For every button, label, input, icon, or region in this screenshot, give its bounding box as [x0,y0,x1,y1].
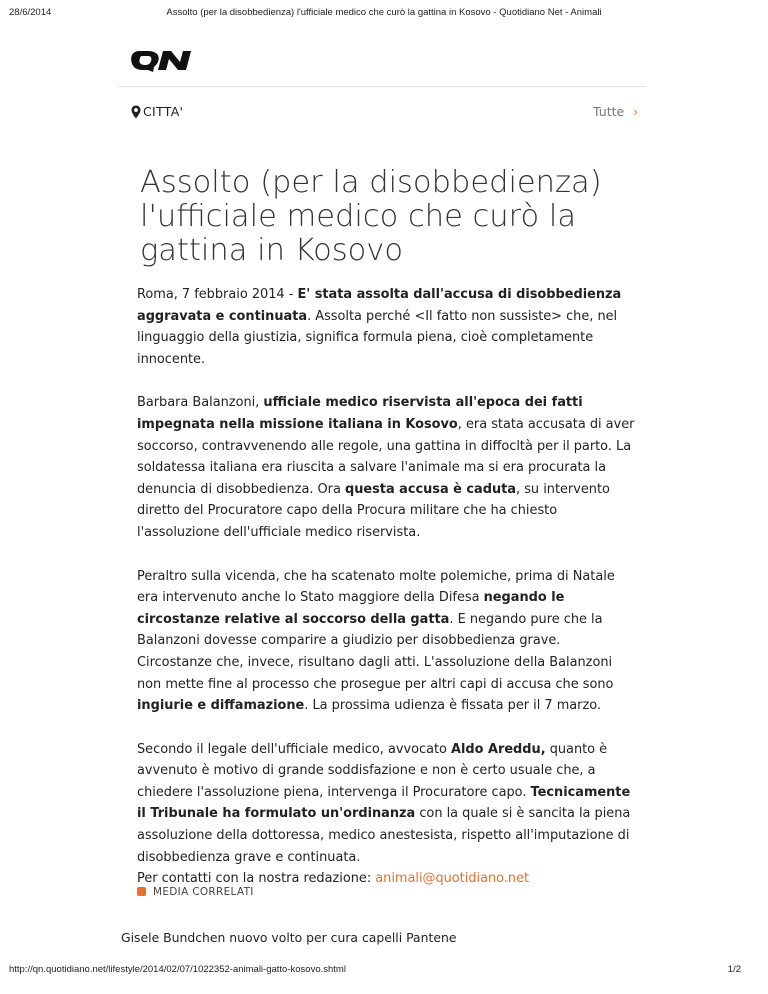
city-all-link[interactable] [593,104,638,119]
square-icon [137,887,146,896]
city-label: CITTA' [143,104,184,119]
bold-text: Tecnicamente il Tribunale ha formulato un'ordinanza [137,784,631,822]
article-body [137,284,637,912]
body-text: . Assolta perché <Il fatto non sussiste> che, nel linguaggio della giustizia, significa formula piena, cioè completamente innocente. [137,308,618,367]
print-page-title: Assolto (per la disobbedienza) l'ufficiale medico che curò la gattina in Kosovo - Quotidiano Net - Animali [166,7,602,18]
body-text: , su intervento diretto del Procuratore capo della Procura militare che ha chiesto l'assoluzione dell'ufficiale medico riservista. [137,481,610,540]
city-all-label: Tutte [593,104,625,119]
body-text: Secondo il legale dell'ufficiale medico, avvocato [137,741,452,757]
body-text: quanto è avvenuto è motivo di grande soddisfazione e non è certo usuale che, a chiedere l'assoluzione piena, intervenga il Procuratore capo. [137,741,608,800]
bold-text: E' stata assolta dall'accusa di disobbedienza aggravata e continuata [137,287,622,324]
body-text: Barbara Balanzoni, [137,395,264,411]
bold-text: Aldo Areddu, [451,741,546,757]
qn-logo[interactable] [131,48,197,72]
bold-text: negando le circostanze relative al soccorso della gatta [137,590,565,627]
related-media-link[interactable]: Gisele Bundchen nuovo volto per cura capelli Pantene [121,930,457,945]
print-page-number: 1/2 [727,964,741,975]
print-date: 28/6/2014 [9,7,52,18]
article-headline: Assolto (per la disobbedienza) l'ufficiale medico che curò la gattina in Kosovo [140,165,602,268]
article-paragraph [137,284,637,370]
body-text: . E negando pure che la Balanzoni dovesse comparire a giudizio per disobbedienza grave. Circostanze che, invece, risultano dagli atti. L'assoluzione della Balanzoni non mette fine al processo che prosegue per altri capi di accusa che sono [137,611,614,692]
related-media-heading [137,886,254,898]
body-text: con la quale si è sancita la piena assoluzione della dottoressa, medico anestesista, rispetto all'imputazione di disobbedienza grave e continuata. [137,806,631,865]
bold-text: ufficiale medico riservista all'epoca dei fatti impegnata nella missione italiana in Kosovo [137,395,583,432]
contact-email-link[interactable]: animali@quotidiano.net [375,871,530,887]
chevron-right-icon: › [633,105,638,119]
article-paragraph [137,566,637,717]
pin-icon [131,105,141,119]
body-text: . La prossima udienza è fissata per il 7 marzo. [304,698,601,714]
city-bar [131,104,638,124]
dateline-text: Roma, 7 febbraio 2014 - [137,287,298,302]
bold-text: questa accusa è caduta [344,481,517,497]
bold-text: ingiurie e diffamazione [137,698,305,714]
header-divider [118,86,646,87]
print-url: http://qn.quotidiano.net/lifestyle/2014/02/07/1022352-animali-gatto-kosovo.shtml [9,964,346,975]
article-paragraph [137,392,637,543]
related-heading-label: MEDIA CORRELATI [153,886,254,898]
article-paragraph [137,739,637,890]
body-text: , era stata accusata di aver soccorso, contravvenendo alle regole, una gattina in diffocltà per il parto. La soldatessa italiana era riuscita a salvare l'animale ma si era procurata la denuncia di disobbedienza. Ora [137,416,635,497]
body-text: Peraltro sulla vicenda, che ha scatenato molte polemiche, prima di Natale era intervenuto anche lo Stato maggiore della Difesa [137,568,615,606]
contact-label: Per contatti con la nostra redazione: [137,871,376,887]
